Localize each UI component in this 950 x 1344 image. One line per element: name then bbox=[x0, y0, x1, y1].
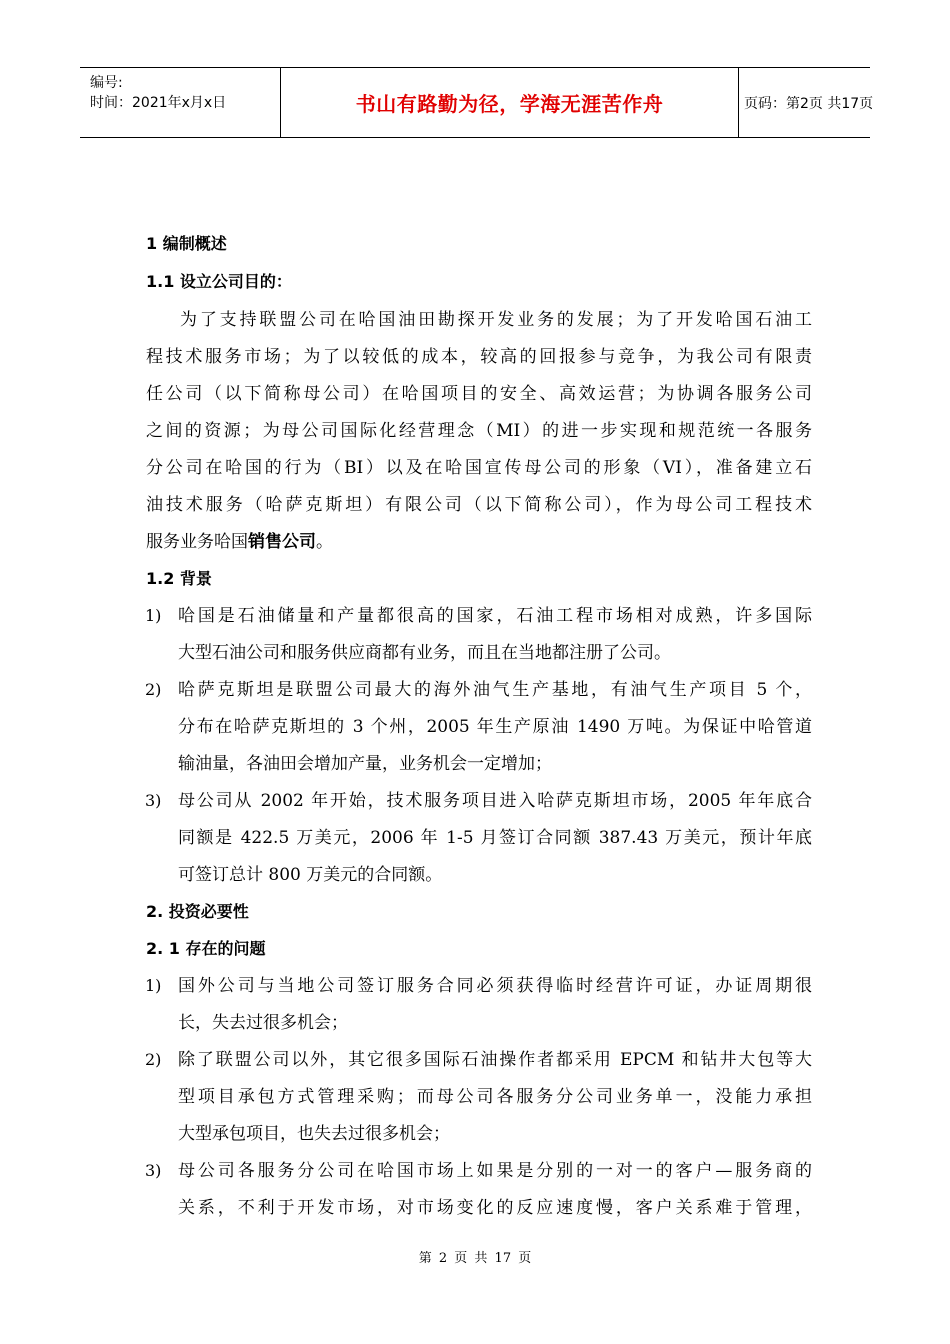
paragraph-line: 分公司在哈国的行为（BI）以及在哈国宣传母公司的形象（VI），准备建立石 bbox=[146, 458, 812, 478]
page-footer: 第 2 页 共 17 页 bbox=[418, 1251, 532, 1266]
page-info: 页码：第2页 共17页 bbox=[744, 95, 874, 112]
header-page-cell bbox=[738, 68, 874, 137]
list-number: 2) bbox=[145, 680, 162, 699]
number-label: 编号: bbox=[90, 75, 123, 91]
paragraph-line: 之间的资源；为母公司国际化经营理念（MI）的进一步实现和规范统一各服务 bbox=[146, 421, 812, 441]
list-item-line: 长，失去过很多机会； bbox=[178, 1013, 348, 1033]
list-number: 1) bbox=[145, 976, 162, 995]
list-item-line: 大型石油公司和服务供应商都有业务，而且在当地都注册了公司。 bbox=[178, 643, 671, 663]
paragraph-line: 服务业务哈国销售公司。 bbox=[146, 532, 333, 552]
list-item-line: 可签订总计 800 万美元的合同额。 bbox=[178, 865, 443, 885]
motto-text: 书山有路勤为径，学海无涯苦作舟 bbox=[355, 92, 664, 116]
heading-2: 2. 投资必要性 bbox=[146, 902, 249, 921]
paragraph-line: 程技术服务市场；为了以较低的成本，较高的回报参与竞争，为我公司有限责 bbox=[146, 347, 812, 367]
list-item-line: 分布在哈萨克斯坦的 3 个州，2005 年生产原油 1490 万吨。为保证中哈管道 bbox=[178, 717, 812, 737]
paragraph-line: 任公司（以下简称母公司）在哈国项目的安全、高效运营；为协调各服务公司 bbox=[146, 384, 812, 404]
list-item-line: 型项目承包方式管理采购；而母公司各服务分公司业务单一，没能力承担 bbox=[178, 1087, 812, 1107]
emphasis-text: 销售公司 bbox=[248, 532, 316, 552]
header-meta bbox=[80, 68, 280, 137]
list-item-line: 大型承包项目，也失去过很多机会； bbox=[178, 1124, 450, 1144]
list-number: 2) bbox=[145, 1050, 162, 1069]
list-item-line: 输油量，各油田会增加产量，业务机会一定增加； bbox=[178, 754, 552, 774]
list-item-line: 除了联盟公司以外，其它很多国际石油操作者都采用 EPCM 和钻井大包等大 bbox=[178, 1050, 812, 1070]
paragraph-line: 油技术服务（哈萨克斯坦）有限公司（以下简称公司），作为母公司工程技术 bbox=[146, 495, 812, 515]
heading-1-2: 1.2 背景 bbox=[146, 569, 212, 588]
list-item-line: 母公司从 2002 年开始，技术服务项目进入哈萨克斯坦市场，2005 年年底合 bbox=[178, 791, 812, 811]
document-header bbox=[80, 67, 874, 138]
heading-2-1: 2. 1 存在的问题 bbox=[146, 939, 266, 958]
heading-1: 1 编制概述 bbox=[146, 234, 227, 253]
date-label: 时间：2021年x月x日 bbox=[90, 95, 227, 111]
list-item-line: 国外公司与当地公司签订服务合同必须获得临时经营许可证，办证周期很 bbox=[178, 976, 812, 996]
list-item-line: 哈萨克斯坦是联盟公司最大的海外油气生产基地，有油气生产项目 5 个， bbox=[178, 680, 812, 700]
list-item-line: 关系，不利于开发市场，对市场变化的反应速度慢，客户关系难于管理， bbox=[178, 1198, 812, 1218]
list-item-line: 母公司各服务分公司在哈国市场上如果是分别的一对一的客户—服务商的 bbox=[178, 1161, 812, 1181]
list-number: 1) bbox=[145, 606, 162, 625]
header-motto-cell bbox=[280, 68, 739, 137]
heading-1-1: 1.1 设立公司目的： bbox=[146, 272, 292, 291]
list-number: 3) bbox=[145, 791, 162, 810]
list-item-line: 哈国是石油储量和产量都很高的国家，石油工程市场相对成熟，许多国际 bbox=[178, 606, 812, 626]
paragraph-line: 为了支持联盟公司在哈国油田勘探开发业务的发展；为了开发哈国石油工 bbox=[180, 310, 812, 330]
list-item-line: 同额是 422.5 万美元，2006 年 1-5 月签订合同额 387.43 万美元，预计年底 bbox=[178, 828, 812, 848]
list-number: 3) bbox=[145, 1161, 162, 1180]
